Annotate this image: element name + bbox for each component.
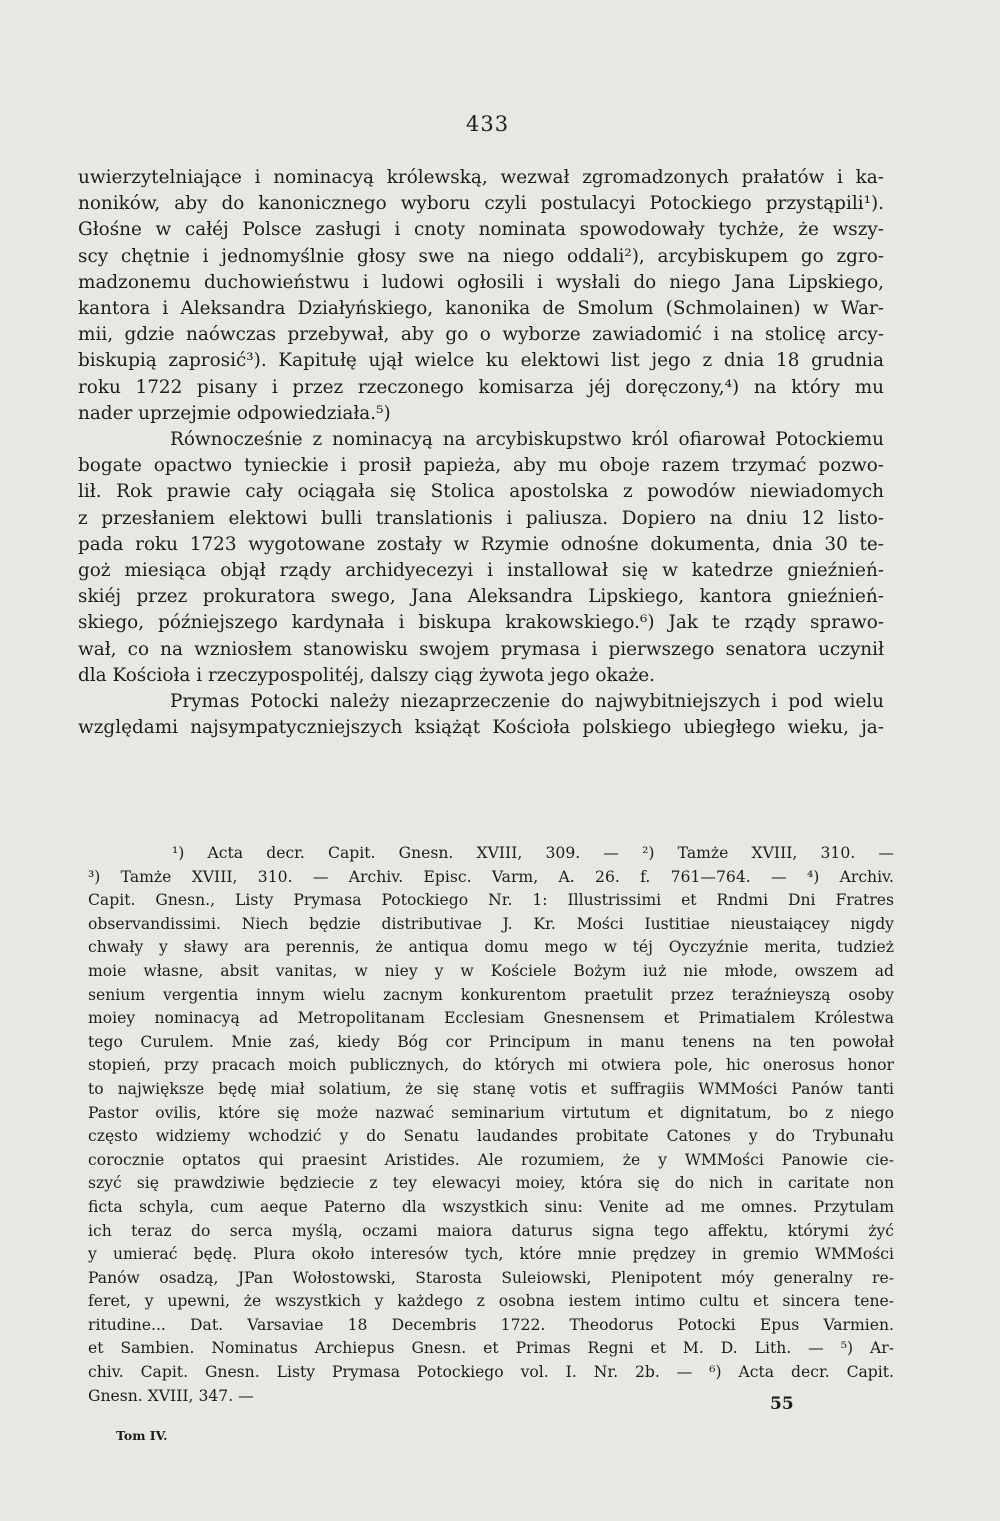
volume-label: Tom IV. — [116, 1428, 168, 1443]
footnote-line: stopień, przy pracach moich publicznych, do których mi otwiera pole, hic onerosus honor — [88, 1056, 894, 1075]
footnote-line: tego Curulem. Mnie zaś, kiedy Bóg cor Principum in manu tenens na ten powołał — [88, 1032, 894, 1051]
sheet-number: 55 — [770, 1394, 794, 1414]
body-line: dla Kościoła i rzeczypospolitéj, dalszy ciąg żywota jego okaże. — [78, 664, 655, 686]
footnote-line: ³) Tamże XVIII, 310. — Archiv. Episc. Varm, A. 26. f. 761—764. — ⁴) Archiv. — [88, 867, 894, 886]
footnote-line: to największe będę miał solatium, że się stanę votis et suffragiis WMMości Panów tanti — [88, 1079, 894, 1098]
body-line: biskupią zaprosić³). Kapitułę ujął wielce ku elektowi list jego z dnia 18 grudnia — [78, 350, 884, 372]
body-line: wał, co na wzniosłem stanowisku swojem prymasa i pierwszego senatora uczynił — [78, 638, 884, 660]
body-line: nader uprzejmie odpowiedziała.⁵) — [78, 402, 391, 424]
footnote-line: chwały y sławy ara perennis, że antiqua domu mego w téj Oyczyźnie merita, tudzież — [88, 938, 894, 957]
body-line: względami najsympatyczniejszych książąt Kościoła polskiego ubiegłego wieku, ja- — [78, 717, 884, 739]
footnote-line: moie własne, absit vanitas, w niey y w Kościele Bożym iuż nie młode, owszem ad — [88, 961, 894, 980]
footnote-line: ficta schyla, cum aeque Paterno dla wszystkich sinu: Venite ad me omnes. Przytulam — [88, 1197, 894, 1216]
footnote-line: ich teraz do serca myślą, oczami maiora daturus signa tego affektu, którymi żyć — [88, 1221, 894, 1240]
body-line: skiego, późniejszego kardynała i biskupa krakowskiego.⁶) Jak te rządy sprawo- — [78, 612, 884, 634]
body-line: goż miesiąca objął rządy archidyecezyi i installował się w katedrze gnieźnień- — [78, 560, 884, 582]
body-line: madzonemu duchowieństwu i ludowi ogłosili i wysłali do niego Jana Lipskiego, — [78, 271, 884, 293]
footnote-line: Gnesn. XVIII, 347. — — [88, 1386, 254, 1405]
footnote-line: szyć się prawdziwie będziecie z tey elewacyi moiey, która się do nich in caritate non — [88, 1174, 894, 1193]
footnote-line: senium vergentia innym wielu zacnym konkurentom praetulit przez teraźnieyszą osoby — [88, 985, 894, 1004]
footnote-line: corocznie optatos qui praesint Aristides. Ale rozumiem, że y WMMości Panowie cie- — [88, 1150, 894, 1169]
body-line: skiéj przez prokuratora swego, Jana Aleksandra Lipskiego, kantora gnieźnień- — [78, 586, 884, 608]
footnote-line: chiv. Capit. Gnesn. Listy Prymasa Potockiego vol. I. Nr. 2b. — ⁶) Acta decr. Capit. — [88, 1363, 894, 1382]
body-line: uwierzytelniające i nominacyą królewską, wezwał zgromadzonych prałatów i ka- — [78, 167, 884, 188]
footnote-line: ritudine... Dat. Varsaviae 18 Decembris 1722. Theodorus Potocki Epus Varmien. — [88, 1315, 894, 1334]
body-text — [78, 165, 884, 741]
footnote-line: observandissimi. Niech będzie distributivae J. Kr. Mości Iustitiae nieustaiącey nigdy — [88, 914, 894, 933]
body-line: bogate opactwo tynieckie i prosił papieża, aby mu oboje razem trzymać pozwo- — [78, 455, 884, 477]
body-line: noników, aby do kanonicznego wyboru czyli postulacyi Potockiego przystąpili¹). — [78, 193, 884, 215]
body-line: kantora i Aleksandra Działyńskiego, kanonika de Smolum (Schmolainen) w War- — [78, 298, 884, 320]
footnote-line: Capit. Gnesn., Listy Prymasa Potockiego Nr. 1: Illustrissimi et Rndmi Dni Fratres — [88, 891, 894, 910]
footnote-line: moiey nominacyą ad Metropolitanam Ecclesiam Gnesnensem et Primatialem Królestwa — [88, 1009, 894, 1028]
body-line: Prymas Potocki należy niezaprzeczenie do najwybitniejszych i pod wielu — [170, 691, 884, 713]
footnote-line: et Sambien. Nominatus Archiepus Gnesn. et Primas Regni et M. D. Lith. — ⁵) Ar- — [88, 1339, 894, 1358]
footnote-line: często widziemy wchodzić y do Senatu laudandes probitate Catones y do Trybunału — [88, 1127, 894, 1146]
footnote-line: y umierać będę. Plura około interesów tych, które mnie prędzey in gremio WMMości — [88, 1245, 894, 1264]
footnotes — [88, 842, 894, 1408]
body-line: mii, gdzie naówczas przebywał, aby go o wyborze zawiadomić i na stolicę arcy- — [78, 324, 884, 346]
body-line: Głośne w całéj Polsce zasługi i cnoty nominata spowodowały tychże, że wszy- — [78, 219, 884, 241]
footnote-line: feret, y upewni, że wszystkich y każdego z osobna iestem intimo cultu et sincera tene- — [88, 1292, 894, 1311]
body-line: pada roku 1723 wygotowane zostały w Rzymie odnośne dokumenta, dnia 30 te- — [78, 533, 884, 555]
body-line: Równocześnie z nominacyą na arcybiskupstwo król ofiarował Potockiemu — [170, 429, 884, 451]
body-line: roku 1722 pisany i przez rzeczonego komisarza jéj doręczony,⁴) na który mu — [78, 376, 884, 398]
footnote-line: Panów osadzą, JPan Wołostowski, Starosta Suleiowski, Plenipotent móy generalny re- — [88, 1268, 894, 1287]
footnote-line: ¹) Acta decr. Capit. Gnesn. XVIII, 309. — ²) Tamże XVIII, 310. — — [172, 844, 894, 862]
body-line: scy chętnie i jednomyślnie głosy swe na niego oddali²), arcybiskupem go zgro- — [78, 245, 884, 267]
body-line: lił. Rok prawie cały ociągała się Stolica apostolska z powodów niewiadomych — [78, 481, 884, 503]
footnote-line: Pastor ovilis, które się może nazwać seminarium virtutum et dignitatum, bo z niego — [88, 1103, 894, 1122]
page-number: 433 — [466, 112, 510, 136]
body-line: z przesłaniem elektowi bulli translationis i paliusza. Dopiero na dniu 12 listo- — [78, 507, 884, 529]
